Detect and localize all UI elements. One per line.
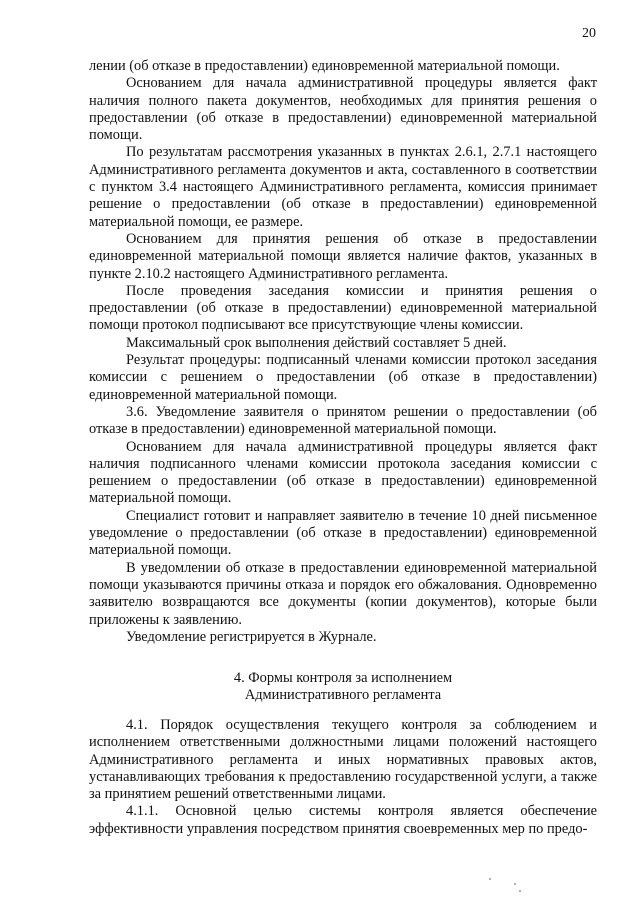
page-number: 20 — [582, 26, 596, 41]
scan-speck — [489, 878, 491, 880]
paragraph: 4.1.1. Основной целью системы контроля является обеспечение эффективности управления посредством принятия своевременных мер по предо- — [89, 803, 597, 837]
subsection-heading-3-6: 3.6. Уведомление заявителя о принятом решении о предоставлении (об отказе в предоставлении) единовременной материальной помощи. — [89, 403, 597, 438]
paragraph: Основанием для начала административной процедуры является факт наличия подписанного членами комиссии протокола заседания комиссии с решением о предоставлении (об отказе в предоставлении) единовременной материальной помощи. — [89, 438, 597, 507]
section-heading-line-1: 4. Формы контроля за исполнением — [233, 670, 453, 686]
paragraph: Специалист готовит и направляет заявителю в течение 10 дней письменное уведомление о предоставлении (об отказе в предоставлении) единовременной материальной помощи. — [89, 507, 597, 559]
paragraph: Максимальный срок выполнения действий составляет 5 дней. — [126, 334, 507, 351]
paragraph: В уведомлении об отказе в предоставлении единовременной материальной помощи указываются причины отказа и порядок его обжалования. Одновременно заявителю возвращаются все документы (копии документов), которые были приложены к заявлению. — [89, 559, 597, 628]
paragraph: Основанием для начала административной процедуры является факт наличия полного пакета документов, необходимых для принятия решения о предоставлении (об отказе в предоставлении) единовременной материальной помощи. — [89, 75, 597, 144]
paragraph: 4.1. Порядок осуществления текущего контроля за соблюдением и исполнением ответственными должностными лицами положений настоящего Административного регламента и иных нормативных правовых актов, устанавливающих требования к предоставлению государственной услуги, а также за принятием решений ответственными лицами. — [89, 717, 597, 803]
paragraph: По результатам рассмотрения указанных в пунктах 2.6.1, 2.7.1 настоящего Административного регламента документов и акта, составленного в соответствии с пунктом 3.4 настоящего Административного регламента, комиссия принимает решение о предоставлении (об отказе в предоставлении) единовременной материальной помощи, ее размере. — [89, 144, 597, 230]
section-4-text — [89, 717, 597, 838]
paragraph: Основанием для принятия решения об отказе в предоставлении единовременной материальной помощи является наличие фактов, указанных в пункте 2.10.2 настоящего Административного регламента. — [89, 230, 597, 282]
paragraph: Уведомление регистрируется в Журнале. — [126, 628, 377, 645]
section-heading — [89, 670, 597, 705]
scan-speck — [519, 890, 521, 892]
section-heading-line-2: Административного регламента — [244, 687, 442, 704]
scan-speck — [514, 883, 516, 885]
paragraph-continuation: лении (об отказе в предоставлении) единовременной материальной помощи. — [89, 58, 560, 74]
body-text — [89, 58, 597, 646]
paragraph: После проведения заседания комиссии и принятия решения о предоставлении (об отказе в предоставлении) единовременной материальной помощи протокол подписывают все присутствующие члены комиссии. — [89, 282, 597, 334]
paragraph: Результат процедуры: подписанный членами комиссии протокол заседания комиссии с решением о предоставлении (об отказе в предоставлении) единовременной материальной помощи. — [89, 352, 597, 403]
